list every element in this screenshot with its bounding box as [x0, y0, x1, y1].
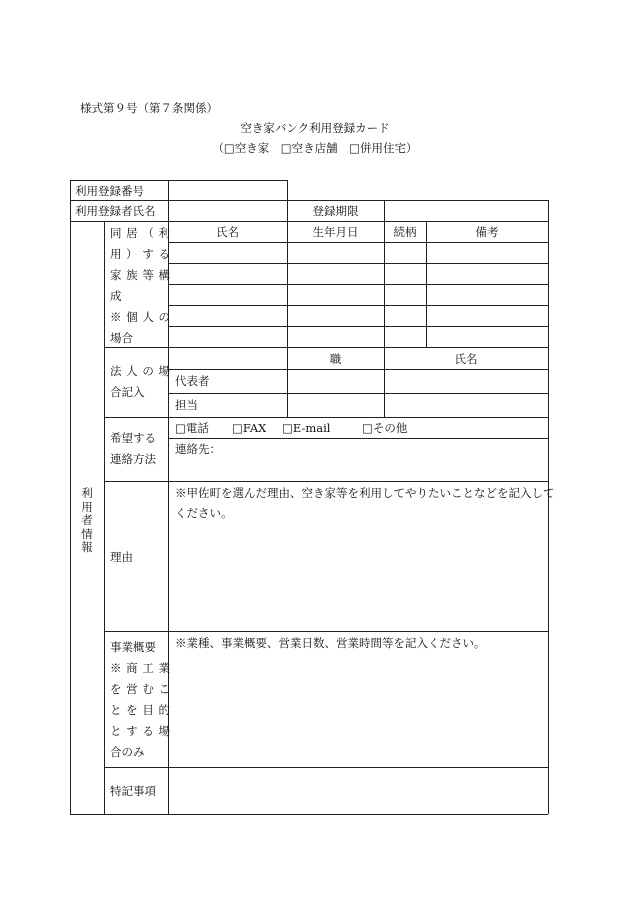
- corporate-label: 法人の場 合記入: [110, 364, 170, 399]
- contact-opt-fax[interactable]: □FAX: [232, 421, 267, 435]
- special-label: 特記事項: [110, 784, 156, 798]
- contact-opt-other[interactable]: □その他: [362, 421, 408, 435]
- household-col-notes: 備考: [475, 225, 499, 239]
- special-field[interactable]: [169, 768, 547, 813]
- reg-name-label: 利用登録者氏名: [75, 204, 156, 218]
- reg-number-field[interactable]: [169, 181, 286, 199]
- reg-name-field[interactable]: [169, 201, 286, 220]
- business-label: 事業概要 ※商工業 を営むこ とを目的 とする場 合のみ: [110, 640, 170, 759]
- user-info-label: 利 用 者 情 報: [81, 486, 93, 554]
- form-number: 様式第９号（第７条関係）: [80, 101, 218, 115]
- contact-opt-phone[interactable]: □電話: [175, 421, 209, 435]
- household-col-name: 氏名: [216, 225, 239, 239]
- contact-to-label: 連絡先：: [175, 442, 221, 456]
- household-label: 同 居 （ 利 用）する 家族等構 成 ※ 個 人 の 場合: [110, 226, 170, 345]
- corporate-col-position: 職: [329, 352, 342, 366]
- business-note: ※業種、事業概要、営業日数、営業時間等を記入ください。: [175, 636, 486, 650]
- form-subtitle: （□空き家 □空き店舗 □併用住宅）: [212, 141, 418, 155]
- corporate-row-contact: 担当: [175, 398, 198, 412]
- contact-label: 希望する 連絡方法: [110, 431, 156, 466]
- reg-period-field[interactable]: [385, 201, 547, 220]
- corporate-row-rep: 代表者: [175, 374, 210, 388]
- corporate-col-name: 氏名: [454, 352, 478, 366]
- reg-period-label: 登録期限: [312, 204, 359, 218]
- household-col-relation: 続柄: [393, 225, 417, 239]
- reason-note-line1: ※甲佐町を選んだ理由、空き家等を利用してやりたいことなどを記入して: [175, 486, 555, 500]
- household-col-birth: 生年月日: [312, 225, 359, 239]
- reason-label: 理由: [110, 550, 133, 564]
- form-title: 空き家バンク利用登録カード: [240, 121, 390, 135]
- reg-number-label: 利用登録番号: [75, 184, 144, 198]
- contact-opt-email[interactable]: □E-mail: [282, 421, 331, 435]
- reason-note-line2: ください。: [175, 506, 233, 520]
